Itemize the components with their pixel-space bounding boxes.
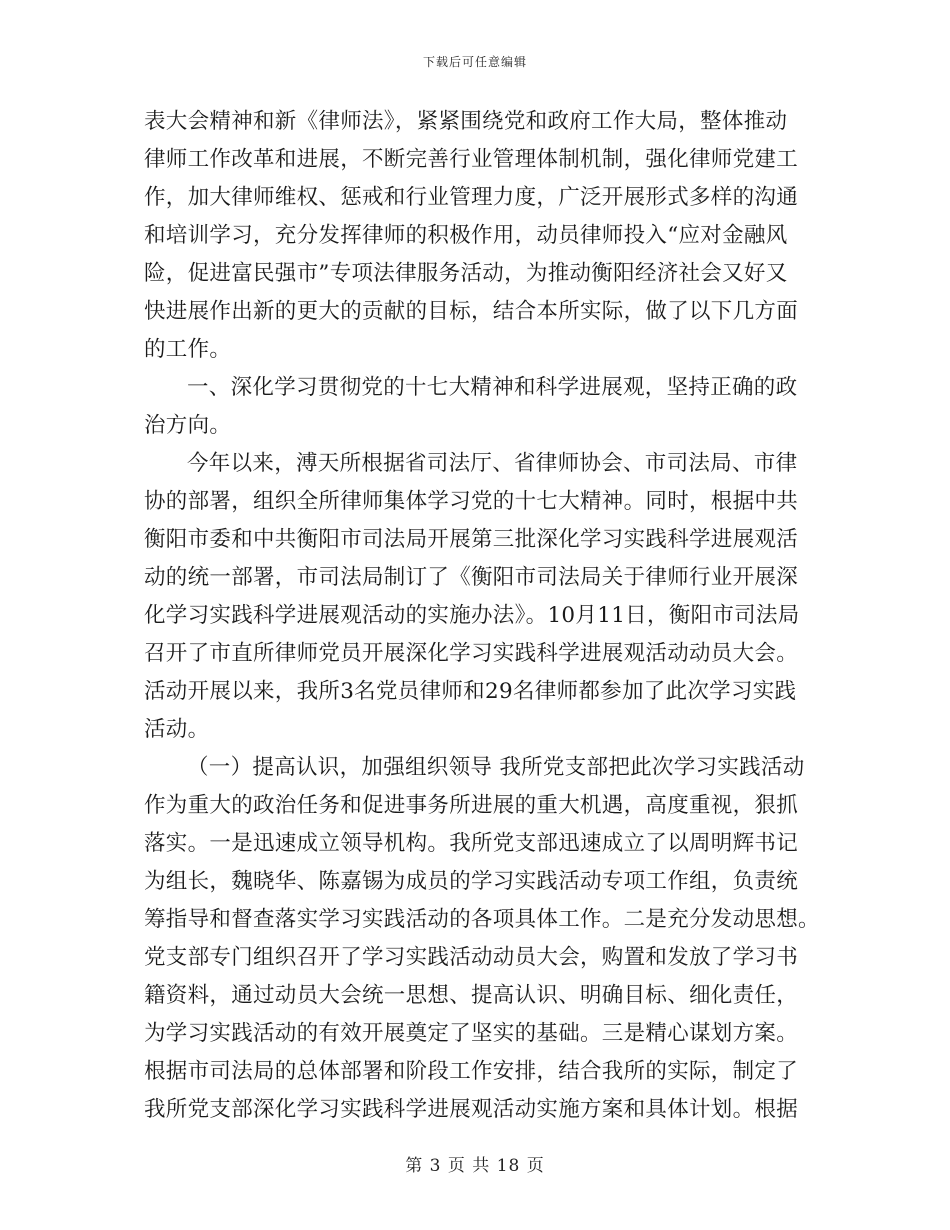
- text-line: 协的部署，组织全所律师集体学习党的十七大精神。同时，根据中共: [144, 489, 799, 514]
- subsection-heading-line: （一）提高认识，加强组织领导 我所党支部把此次学习实践活动: [187, 755, 805, 780]
- text-line: 的工作。: [144, 337, 232, 362]
- text-line: 表大会精神和新《律师法》，紧紧围绕党和政府工作大局，整体推动: [144, 109, 788, 134]
- text-line: 为组长，魏晓华、陈嘉锡为成员的学习实践活动专项工作组，负责统: [144, 869, 799, 894]
- section-heading-line: 一、深化学习贯彻党的十七大精神和科学进展观，坚持正确的政: [187, 375, 798, 400]
- text-line: 活动开展以来，我所3名党员律师和29名律师都参加了此次学习实践: [144, 679, 797, 704]
- text-line: 党支部专门组织召开了学习实践活动动员大会，购置和发放了学习书: [144, 945, 799, 970]
- page-header: 下载后可任意编辑: [422, 55, 527, 69]
- document-body: [144, 103, 820, 1129]
- text-line: 根据市司法局的总体部署和阶段工作安排，结合我所的实际，制定了: [144, 1059, 799, 1084]
- text-line: 召开了市直所律师党员开展深化学习实践科学进展观活动动员大会。: [144, 641, 799, 666]
- text-line: 衡阳市委和中共衡阳市司法局开展第三批深化学习实践科学进展观活: [144, 527, 799, 552]
- text-line: 今年以来，溥天所根据省司法厅、省律师协会、市司法局、市律: [187, 451, 798, 476]
- text-line: 律师工作改革和进展，不断完善行业管理体制机制，强化律师党建工: [144, 147, 799, 172]
- text-line: 作为重大的政治任务和促进事务所进展的重大机遇，高度重视，狠抓: [144, 793, 799, 818]
- text-line: 化学习实践科学进展观活动的实施办法》。10月11日，衡阳市司法局: [144, 603, 800, 628]
- text-line: 我所党支部深化学习实践科学进展观活动实施方案和具体计划。根据: [144, 1097, 799, 1122]
- text-line: 动的统一部署，市司法局制订了《衡阳市司法局关于律师行业开展深: [144, 565, 799, 590]
- text-line: 筹指导和督查落实学习实践活动的各项具体工作。二是充分发动思想。: [144, 907, 820, 932]
- text-line: 活动。: [144, 717, 210, 742]
- text-line: 和培训学习，充分发挥律师的积极作用，动员律师投入“应对金融风: [144, 223, 788, 248]
- text-line: 落实。一是迅速成立领导机构。我所党支部迅速成立了以周明辉书记: [144, 831, 799, 856]
- page-number-footer: 第 3 页 共 18 页: [405, 1156, 545, 1176]
- text-line: 为学习实践活动的有效开展奠定了坚实的基础。三是精心谋划方案。: [144, 1021, 799, 1046]
- text-line: 籍资料，通过动员大会统一思想、提高认识、明确目标、细化责任，: [144, 983, 799, 1008]
- text-line: 快进展作出新的更大的贡献的目标，结合本所实际，做了以下几方面: [144, 299, 799, 324]
- text-line: 作，加大律师维权、惩戒和行业管理力度，广泛开展形式多样的沟通: [144, 185, 799, 210]
- text-line: 险，促进富民强市”专项法律服务活动，为推动衡阳经济社会又好又: [144, 261, 788, 286]
- section-heading-line: 治方向。: [144, 413, 232, 438]
